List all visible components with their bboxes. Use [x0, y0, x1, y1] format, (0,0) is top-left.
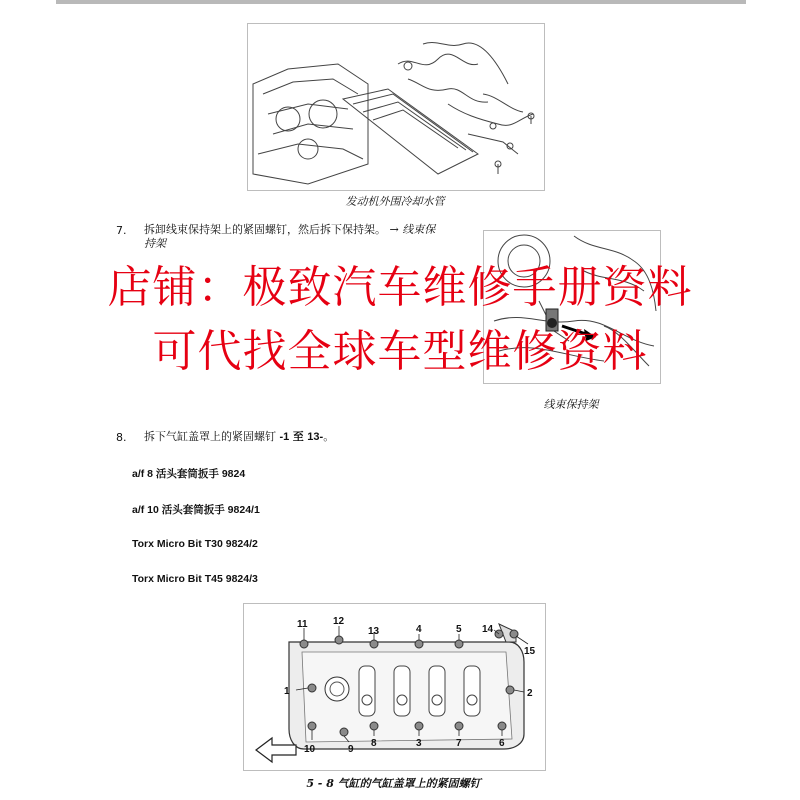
callout-14: 14: [482, 624, 494, 635]
callout-7: 7: [456, 738, 462, 749]
figure2-caption: 线束保持架: [543, 398, 599, 411]
step8-range-start: -1: [279, 431, 290, 443]
step7-number: 7.: [116, 224, 127, 237]
step7-instruction: 拆卸线束保持架上的紧固螺钉，然后拆下保持架。: [144, 223, 386, 236]
figure-cylinder-head-cover: [243, 603, 546, 771]
callout-11: 11: [297, 619, 308, 630]
figure-coolant-pipes: [247, 23, 545, 191]
callout-15: 15: [524, 646, 536, 657]
watermark-line2: 可代找全球车型维修资料: [152, 326, 648, 377]
top-rule: [56, 0, 746, 4]
step8-range-end: 13-: [307, 431, 324, 443]
step8-range-mid: 至: [292, 430, 304, 443]
watermark-line1: 店铺：极致汽车维修手册资料: [107, 262, 693, 313]
step8-text: [144, 430, 544, 444]
step8-number: 8.: [116, 431, 127, 444]
callout-4: 4: [416, 624, 422, 635]
step7-text: [144, 223, 474, 251]
figure1-caption: 发动机外围冷却水管: [345, 195, 445, 208]
step7-ref-link-cont[interactable]: 持架: [144, 237, 166, 250]
callout-12: 12: [333, 616, 345, 627]
callout-2: 2: [527, 688, 533, 699]
callout-10: 10: [304, 744, 316, 755]
callout-9: 9: [348, 744, 354, 755]
tool-item-torx-t45: Torx Micro Bit T45 9824/3: [132, 573, 258, 585]
step7-ref-arrow: →: [389, 223, 399, 236]
tool-item-socket-10: a/f 10 活头套筒扳手 9824/1: [132, 504, 260, 516]
step7-ref-link[interactable]: 线束保: [402, 223, 436, 236]
callout-5: 5: [456, 624, 462, 635]
tool-item-torx-t30: Torx Micro Bit T30 9824/2: [132, 538, 258, 550]
cylinder-head-cover-drawing: [244, 604, 545, 770]
step8-instruction: 拆下气缸盖罩上的紧固螺钉: [144, 430, 276, 443]
callout-1: 1: [284, 686, 290, 697]
front-direction-arrow-icon: [256, 738, 296, 762]
step8-text-suffix: 。: [323, 430, 335, 443]
callout-3: 3: [416, 738, 422, 749]
callout-13: 13: [368, 626, 380, 637]
callout-6: 6: [499, 738, 505, 749]
coolant-pipes-drawing: [248, 24, 544, 190]
figure3-caption: 5 - 8 气缸的气缸盖罩上的紧固螺钉: [306, 777, 481, 790]
callout-8: 8: [371, 738, 377, 749]
tool-item-socket-8: a/f 8 活头套筒扳手 9824: [132, 468, 246, 480]
